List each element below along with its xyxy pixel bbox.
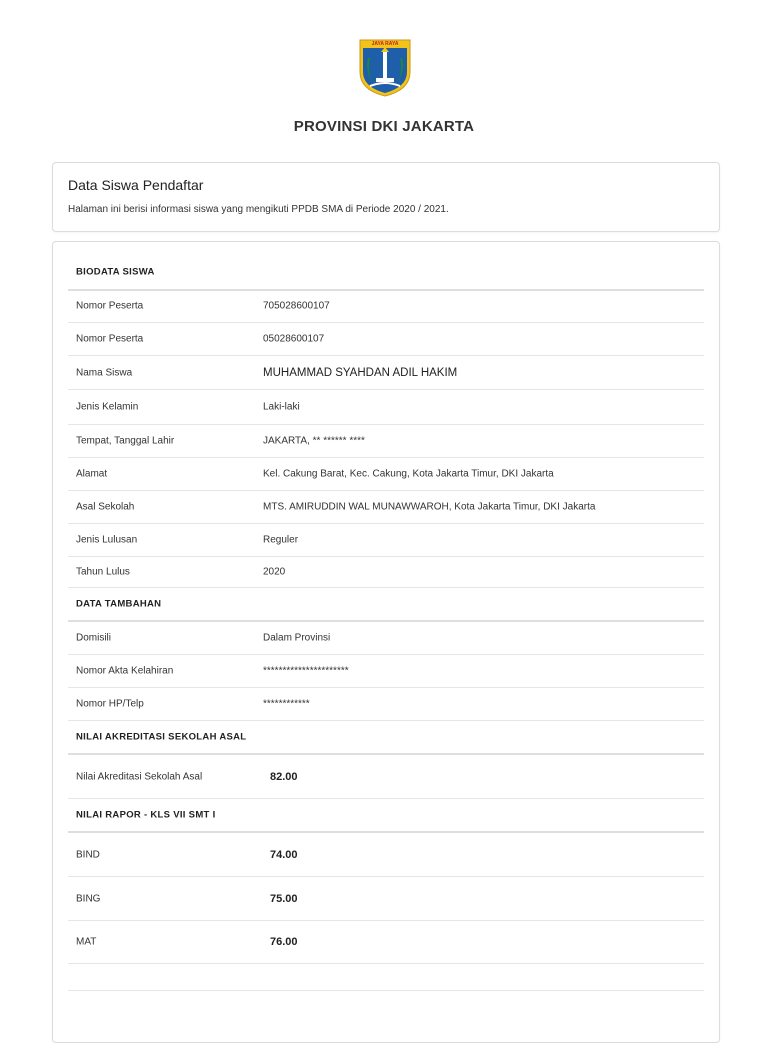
field-label: Jenis Kelamin [76,401,139,413]
table-row [68,323,704,356]
section-header-rapor [68,799,704,833]
dki-jakarta-logo [358,38,412,98]
table-row [68,622,704,655]
table-row [68,755,704,799]
field-value: JAKARTA, ** ****** **** [263,435,365,447]
field-label: Tempat, Tanggal Lahir [76,435,175,447]
section-title: NILAI AKREDITASI SEKOLAH ASAL [76,731,247,743]
field-label: Alamat [76,468,108,480]
section-title: NILAI RAPOR - KLS VII SMT I [76,809,216,821]
table-row [68,458,704,491]
field-value: 705028600107 [263,300,330,312]
field-label: Jenis Lulusan [76,534,138,546]
table-row [68,921,704,964]
field-value: 05028600107 [263,333,325,345]
score-value: 76.00 [270,936,298,948]
table-row [68,524,704,557]
field-label: Nilai Akreditasi Sekolah Asal [76,771,203,782]
info-card-description: Halaman ini berisi informasi siswa yang mengikuti PPDB SMA di Periode 2020 / 2021. [68,204,449,215]
field-value: Dalam Provinsi [263,632,331,644]
table-row-empty [68,964,704,991]
info-card-heading: Data Siswa Pendaftar [68,177,204,193]
student-data-card [52,241,720,1043]
table-row [68,425,704,458]
field-label: Tahun Lulus [76,566,130,578]
field-value: ************ [263,698,310,710]
subject-label: BING [76,893,101,904]
table-row [68,688,704,721]
table-row [68,356,704,390]
page-title: PROVINSI DKI JAKARTA [293,118,475,135]
table-row [68,390,704,425]
field-value: Kel. Cakung Barat, Kec. Cakung, Kota Jakarta Timur, DKI Jakarta [263,468,554,480]
section-header-akreditasi [68,721,704,755]
table-row [68,491,704,524]
field-value: MTS. AMIRUDDIN WAL MUNAWWAROH, Kota Jakarta Timur, DKI Jakarta [263,501,596,513]
section-header-tambahan [68,588,704,622]
score-value: 82.00 [270,770,298,783]
logo-text: JAYA RAYA [371,41,399,47]
field-label: Nomor Peserta [76,300,144,312]
field-value: Reguler [263,534,299,546]
section-header-biodata [68,255,704,291]
field-label: Nomor Akta Kelahiran [76,665,174,677]
score-value: 74.00 [270,848,298,861]
score-value: 75.00 [270,892,298,905]
info-card [52,162,720,232]
subject-label: BIND [76,849,100,860]
table-row [68,290,704,323]
field-label: Nomor HP/Telp [76,698,144,710]
section-title: BIODATA SISWA [76,266,155,278]
section-title: DATA TAMBAHAN [76,598,162,610]
field-value: ********************** [263,665,349,677]
field-label: Nama Siswa [76,367,133,378]
table-row [68,877,704,921]
field-value: 2020 [263,566,286,578]
field-label: Nomor Peserta [76,333,144,345]
field-label: Domisili [76,632,111,644]
field-label: Asal Sekolah [76,501,135,513]
table-row [68,655,704,688]
table-row [68,833,704,877]
subject-label: MAT [76,936,97,948]
student-name: MUHAMMAD SYAHDAN ADIL HAKIM [263,366,458,379]
table-row [68,557,704,588]
field-value: Laki-laki [263,401,300,413]
